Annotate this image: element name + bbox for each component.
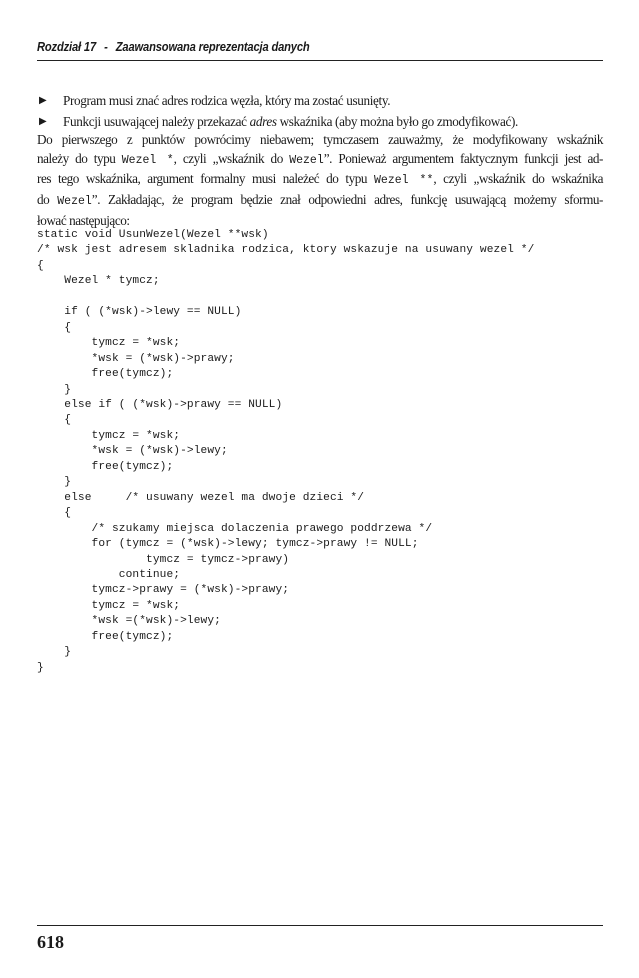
code-line: { <box>37 259 44 272</box>
bullet-arrow-icon: ▶ <box>39 95 47 106</box>
paragraph-line: res tego wskaźnika, argument formalny musi należeć do typu Wezel **, czyli „wskaźnik do wskaźnika <box>37 171 603 188</box>
code-line: if ( (*wsk)->lewy == NULL) <box>37 306 242 319</box>
bullet-text: wskaźnika (aby można było go zmodyfikować). <box>276 114 518 129</box>
code-line: free(tymcz); <box>37 460 174 473</box>
header-divider <box>37 60 603 61</box>
paragraph-line: do Wezel”. Zakładając, że program będzie znał odpowiedni adres, funkcję usuwającą możemy sformu- <box>37 192 603 209</box>
code-line: /* wsk jest adresem skladnika rodzica, ktory wskazuje na usuwany wezel */ <box>37 244 535 257</box>
chapter-label: Rozdział 17 <box>37 39 97 54</box>
list-item <box>37 111 603 132</box>
code-line <box>37 290 603 305</box>
code-line: else /* usuwany wezel ma dwoje dzieci */ <box>37 491 365 504</box>
code-line: /* szukamy miejsca dolaczenia prawego poddrzewa */ <box>37 522 433 535</box>
code-line: static void UsunWezel(Wezel **wsk) <box>37 229 269 241</box>
code-line: { <box>37 507 72 520</box>
code-line: Wezel * tymcz; <box>37 275 160 288</box>
code-line: else if ( (*wsk)->prawy == NULL) <box>37 398 283 411</box>
bullet-text: Funkcji usuwającej należy przekazać <box>63 114 250 129</box>
code-line: *wsk =(*wsk)->lewy; <box>37 615 221 628</box>
running-header <box>37 39 524 54</box>
code-line: { <box>37 321 72 334</box>
bullet-emphasis: adres <box>249 114 277 129</box>
bullet-arrow-icon: ▶ <box>39 116 47 127</box>
code-line: *wsk = (*wsk)->prawy; <box>37 352 235 365</box>
inline-code: Wezel <box>289 153 324 167</box>
code-line: { <box>37 414 72 427</box>
paragraph-line: Do pierwszego z punktów powrócimy niebawem; tymczasem zauważmy, że modyfikowany wskaźnik <box>37 132 603 147</box>
code-line: } <box>37 661 44 674</box>
code-line: tymcz = *wsk; <box>37 599 181 612</box>
code-line: } <box>37 646 72 659</box>
bullet-text: Program musi znać adres rodzica węzła, który ma zostać usunięty. <box>63 93 391 108</box>
code-listing <box>37 228 603 676</box>
footer-divider <box>37 925 603 926</box>
paragraph-line: należy do typu Wezel *, czyli „wskaźnik do Wezel”. Ponieważ argumentem faktycznym funkcji jest ad- <box>37 150 604 167</box>
header-separator: - <box>104 39 108 54</box>
page-number: 618 <box>37 932 64 952</box>
code-line: continue; <box>37 568 181 581</box>
paragraph-line: łować następująco: <box>37 212 130 228</box>
code-line: } <box>37 383 72 396</box>
code-line: tymcz = *wsk; <box>37 429 181 442</box>
code-line: tymcz = *wsk; <box>37 337 181 350</box>
inline-code: Wezel * <box>121 153 174 167</box>
code-line: free(tymcz); <box>37 368 174 381</box>
code-line: *wsk = (*wsk)->lewy; <box>37 445 228 458</box>
bullet-list <box>37 90 603 132</box>
code-line: free(tymcz); <box>37 630 174 643</box>
code-line: for (tymcz = (*wsk)->lewy; tymcz->prawy != NULL; <box>37 538 419 551</box>
list-item <box>37 90 603 111</box>
code-line: tymcz = tymcz->prawy) <box>37 553 290 566</box>
inline-code: Wezel <box>57 195 92 209</box>
code-line: } <box>37 476 72 489</box>
inline-code: Wezel ** <box>374 174 434 188</box>
chapter-title: Zaawansowana reprezentacja danych <box>115 39 310 54</box>
body-paragraph <box>37 131 603 231</box>
code-line: tymcz->prawy = (*wsk)->prawy; <box>37 584 290 597</box>
